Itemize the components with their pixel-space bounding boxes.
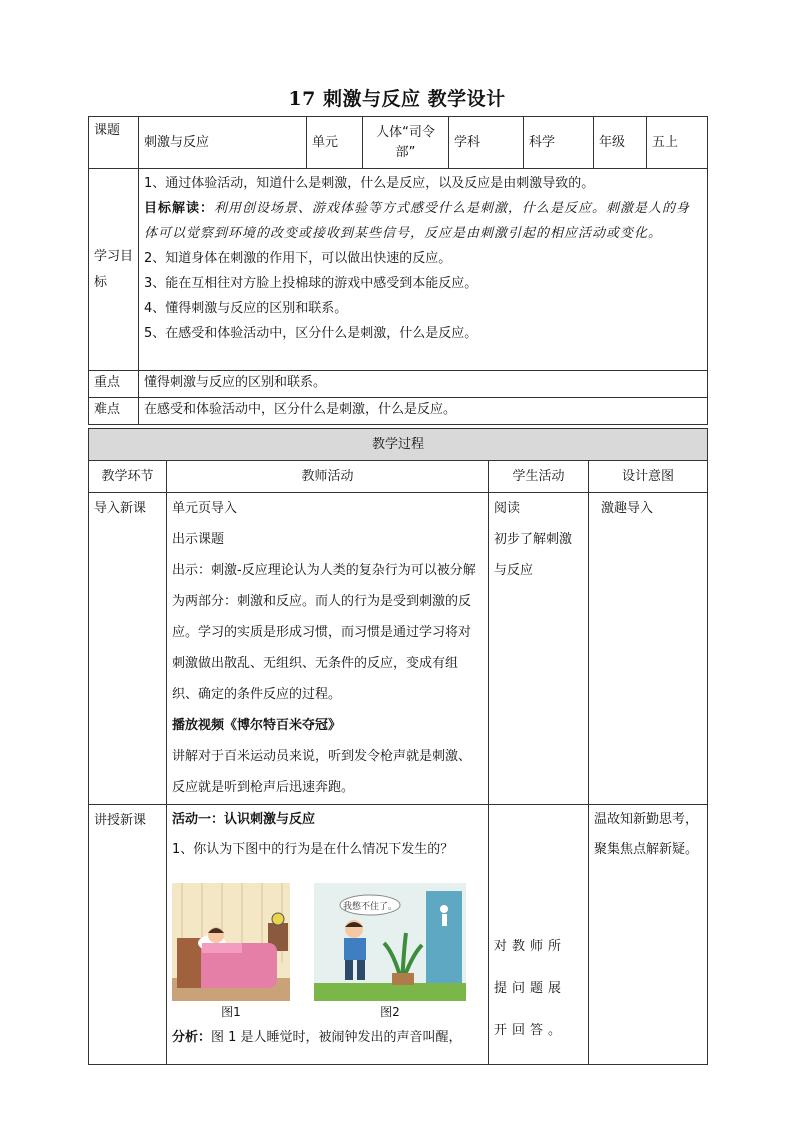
process-table xyxy=(88,428,708,1065)
lesson-info-table xyxy=(88,116,708,425)
row1-teacher-line3: 出示：刺激-反应理论认为人类的复杂行为可以被分解为两部分：刺激和反应。而人的行为是受到刺激的反应。学习的实质是形成习惯，而习惯是通过学习将对刺激做出散乱、无组织、无条件的反应，变成有组织、确定的条件反应的过程。 xyxy=(172,563,476,702)
document-title: 17 刺激与反应 教学设计 xyxy=(288,88,506,110)
subject-value: 科学 xyxy=(524,117,594,169)
alarm-wakeup-illustration xyxy=(172,883,290,1001)
analysis: 分析：图 1 是人睡觉时，被闹钟发出的声音叫醒， xyxy=(172,1030,462,1045)
row1-student-line2: 初步了解刺激与反应 xyxy=(494,532,573,578)
speech-bubble: 我憋不住了。 xyxy=(342,902,398,912)
row1-explain: 讲解对于百米运动员来说，听到发令枪声就是刺激、反应就是听到枪声后迅速奔跑。 xyxy=(172,749,472,795)
objective-5: 5、在感受和体验活动中，区分什么是刺激，什么是反应。 xyxy=(144,326,478,341)
activity-title: 活动一：认识刺激与反应 xyxy=(172,812,316,827)
col-stage: 教学环节 xyxy=(89,461,167,493)
activity-question: 1、你认为下图中的行为是在什么情况下发生的？ xyxy=(172,842,454,857)
row1-video: 播放视频《博尔特百米夺冠》 xyxy=(172,718,342,733)
row1-teacher-line2: 出示课题 xyxy=(172,532,225,547)
row2-stage: 讲授新课 xyxy=(89,805,167,1065)
objectives-content xyxy=(139,169,708,371)
objective-explain: 目标解读：利用创设场景、游戏体验等方式感受什么是刺激，什么是反应。刺激是人的身体可以觉察到环境的改变或接收到某些信号，反应是由刺激引起的相应活动或变化。 xyxy=(144,201,691,241)
unit-label: 单元 xyxy=(307,117,363,169)
lesson-label: 课题 xyxy=(89,117,139,169)
lesson-value: 刺激与反应 xyxy=(139,117,307,169)
row1-student-line1: 阅读 xyxy=(494,501,521,516)
objective-2: 2、知道身体在刺激的作用下，可以做出快速的反应。 xyxy=(144,251,452,266)
row2-student: 对教师所提问题展开回答。 xyxy=(489,805,589,1065)
key-point-value: 懂得刺激与反应的区别和联系。 xyxy=(139,371,708,398)
figure-row xyxy=(172,883,483,1023)
objective-1: 1、通过体验活动，知道什么是刺激，什么是反应，以及反应是由刺激导致的。 xyxy=(144,176,595,191)
row1-intent: 激趣导入 xyxy=(589,493,708,805)
figure-1-caption: 图1 xyxy=(221,1005,241,1019)
row2-intent: 温故知新勤思考，聚集焦点解新疑。 xyxy=(589,805,708,1065)
subject-label: 学科 xyxy=(449,117,524,169)
objectives-label: 学习目标 xyxy=(89,169,139,371)
grade-value: 五上 xyxy=(647,117,708,169)
process-header: 教学过程 xyxy=(89,429,708,461)
difficulty-label: 难点 xyxy=(89,398,139,425)
key-point-label: 重点 xyxy=(89,371,139,398)
row1-student xyxy=(489,493,589,805)
difficulty-value: 在感受和体验活动中，区分什么是刺激，什么是反应。 xyxy=(139,398,708,425)
col-teacher: 教师活动 xyxy=(167,461,489,493)
grade-label: 年级 xyxy=(594,117,647,169)
figure-2 xyxy=(314,883,466,1023)
col-intent: 设计意图 xyxy=(589,461,708,493)
row1-stage: 导入新课 xyxy=(89,493,167,805)
row2-teacher xyxy=(167,805,489,1065)
objective-3: 3、能在互相往对方脸上投棉球的游戏中感受到本能反应。 xyxy=(144,276,478,291)
unit-value: 人体“司令部” xyxy=(363,117,449,169)
row1-teacher-line1: 单元页导入 xyxy=(172,501,238,516)
restroom-urge-illustration xyxy=(314,883,466,1001)
figure-2-caption: 图2 xyxy=(380,1005,400,1019)
row1-teacher xyxy=(167,493,489,805)
figure-1 xyxy=(172,883,290,1023)
objective-4: 4、懂得刺激与反应的区别和联系。 xyxy=(144,301,348,316)
col-student: 学生活动 xyxy=(489,461,589,493)
